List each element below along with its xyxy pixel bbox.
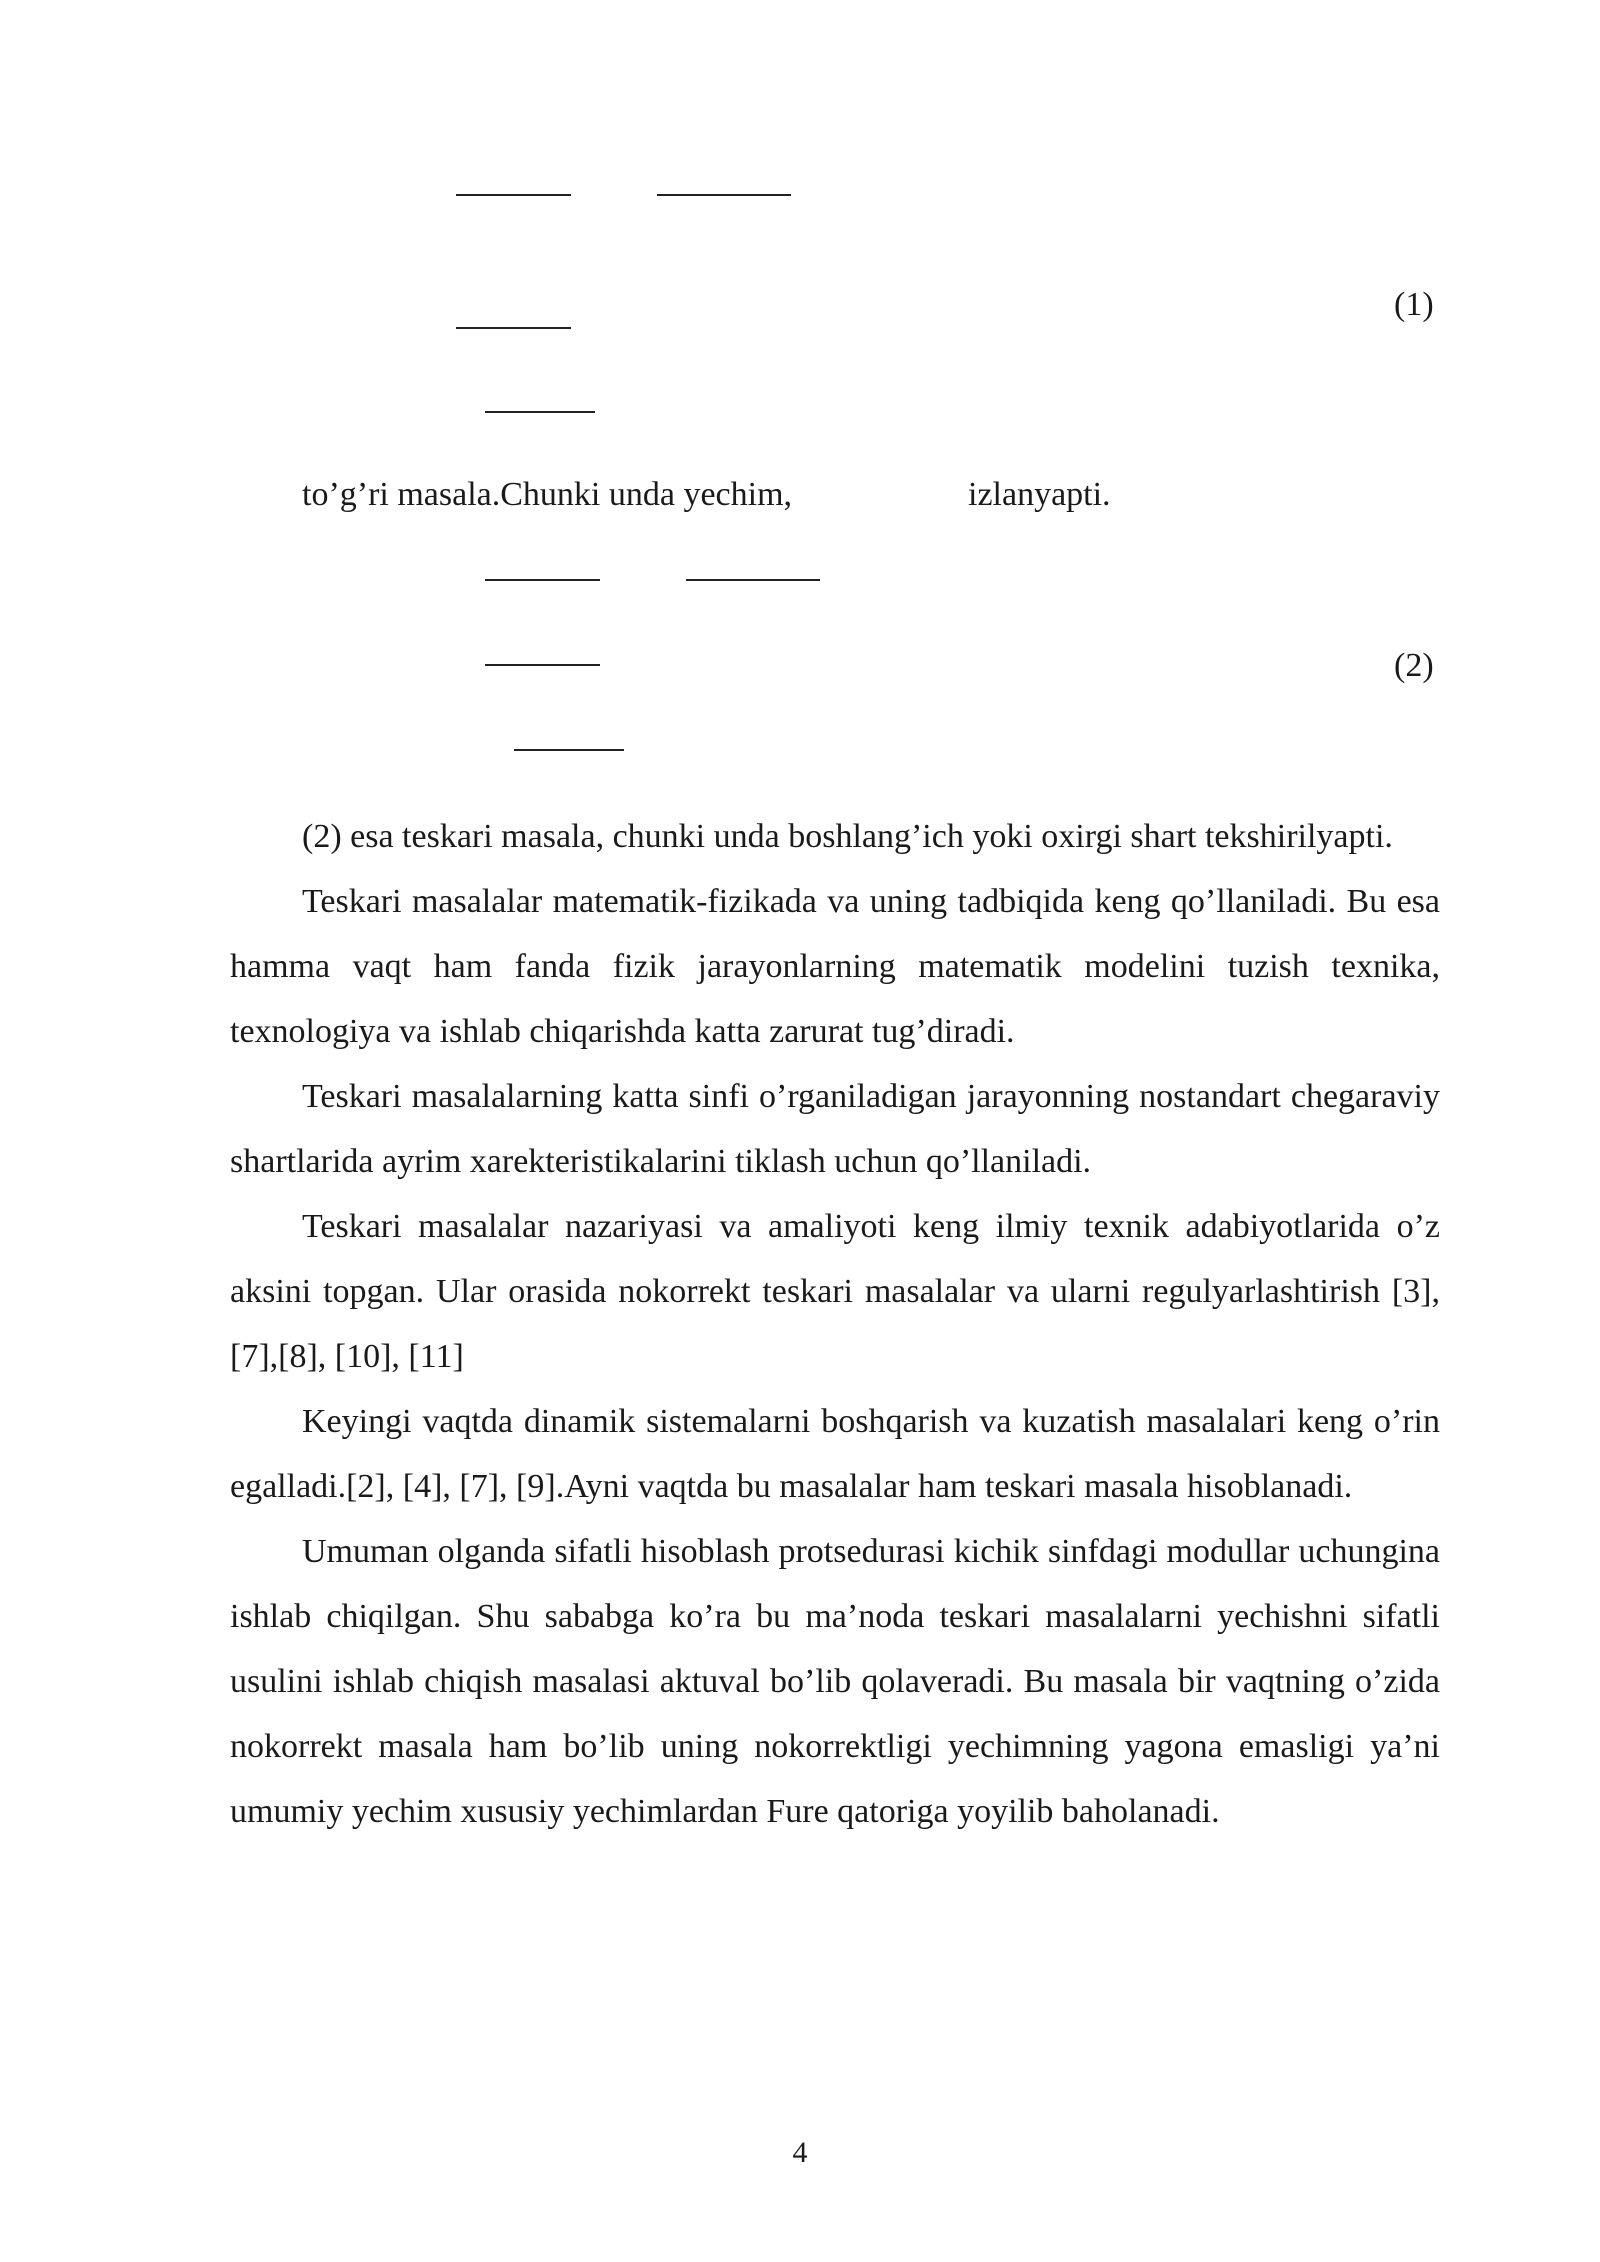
paragraph: Teskari masalalar matematik-fizikada va uning tadbiqida keng qo’llaniladi. Bu esa hamma vaqt ham fanda fizik jarayonlarning matematik modelini tuzish texnika, texnologiya va ishlab chiqarishda katta zarurat tug’diradi.: [230, 883, 1440, 1050]
paragraph: Umuman olganda sifatli hisoblash protsedurasi kichik sinfdagi modullar uchungina ishlab chiqilgan. Shu sababga ko’ra bu ma’noda teskari masalalarni yechishni sifatli usulini ishlab chiqish masalasi aktuval bo’lib qolaveradi. Bu masala bir vaqtning o’zida nokorrekt masala ham bo’lib uning nokorrektligi yechimning yagona emasligi ya’ni umumiy yechim xususiy yechimlardan Fure qatoriga yoyilib baholanadi.: [230, 1533, 1440, 1830]
intro-line-part1: to’g’ri masala.Chunki unda yechim,: [302, 476, 793, 513]
equation-1-fraction-bar: [456, 194, 571, 196]
intro-line-part2: izlanyapti.: [968, 476, 1111, 513]
equation-2-number: (2): [1394, 647, 1434, 684]
equation-2-fraction-bar: [485, 664, 600, 666]
paragraph: Teskari masalalarning katta sinfi o’rganiladigan jarayonning nostandart chegaraviy shartlarida ayrim xarekteristikalarini tiklash uchun qo’llaniladi.: [230, 1078, 1440, 1180]
body-text: [230, 804, 1440, 1844]
equation-1-number: (1): [1394, 286, 1434, 323]
equation-2-fraction-bar: [485, 579, 600, 581]
paragraph: Teskari masalalar nazariyasi va amaliyoti keng ilmiy texnik adabiyotlarida o’z aksini topgan. Ular orasida nokorrekt teskari masalalar va ularni regulyarlashtirish [3], [7],[8], [10], [11]: [230, 1208, 1440, 1375]
paragraph: Keyingi vaqtda dinamik sistemalarni boshqarish va kuzatish masalalari keng o’rin egalladi.[2], [4], [7], [9].Ayni vaqtda bu masalalar ham teskari masala hisoblanadi.: [230, 1403, 1440, 1505]
equation-2-fraction-bar: [514, 749, 624, 751]
page-number: 4: [792, 2136, 808, 2169]
paragraph: (2) esa teskari masala, chunki unda boshlang’ich yoki oxirgi shart tekshirilyapti.: [302, 818, 1393, 855]
equation-2-fraction-bar: [686, 579, 820, 581]
equation-1-fraction-bar: [657, 194, 791, 196]
equation-1-fraction-bar: [456, 327, 571, 329]
equation-1-fraction-bar: [485, 411, 595, 413]
